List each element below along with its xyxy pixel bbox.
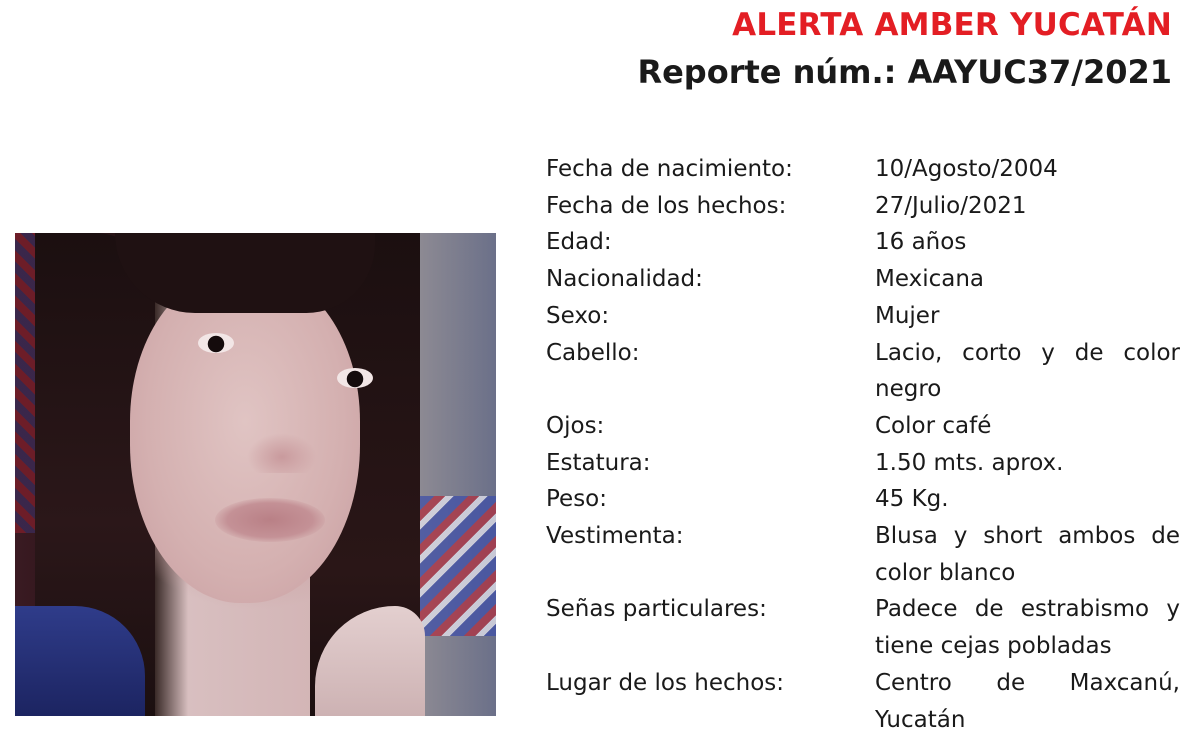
detail-value: 10/Agosto/2004	[875, 156, 1058, 182]
detail-value: Centro de Maxcanú, Yucatán	[875, 669, 1180, 733]
detail-label: Sexo:	[546, 302, 610, 329]
detail-label: Lugar de los hechos:	[546, 669, 785, 696]
detail-label: Vestimenta:	[546, 523, 684, 550]
detail-label: Estatura:	[546, 449, 651, 476]
detail-value: Blusa y short ambos de color blanco	[875, 523, 1180, 586]
report-number: Reporte núm.: AAYUC37/2021	[637, 53, 1172, 91]
photo-eye-left	[198, 333, 234, 353]
detail-label: Fecha de nacimiento:	[546, 156, 793, 182]
detail-row-weight	[546, 481, 1180, 518]
detail-row-clothing	[546, 518, 1180, 591]
detail-value: 1.50 mts. aprox.	[875, 449, 1064, 476]
detail-row-age	[546, 224, 1180, 261]
detail-row-birth-date	[546, 151, 1180, 188]
detail-row-incident-location	[546, 665, 1180, 738]
detail-value: Lacio, corto y de color negro	[875, 339, 1180, 403]
detail-value: 45 Kg.	[875, 486, 949, 513]
detail-row-distinguishing-marks	[546, 591, 1180, 664]
photo-nose	[247, 433, 317, 473]
photo-face	[130, 273, 360, 603]
detail-label: Peso:	[546, 486, 608, 513]
detail-row-height	[546, 445, 1180, 482]
detail-row-incident-date	[546, 188, 1180, 225]
detail-value: Mujer	[875, 302, 940, 329]
detail-value: 27/Julio/2021	[875, 192, 1027, 219]
detail-row-hair	[546, 335, 1180, 408]
detail-label: Nacionalidad:	[546, 266, 703, 293]
missing-person-photo	[15, 233, 496, 716]
photo-eye-right	[337, 368, 373, 388]
photo-lips	[215, 498, 325, 542]
detail-value: 16 años	[875, 229, 967, 256]
detail-row-eyes	[546, 408, 1180, 445]
photo-bangs	[115, 233, 375, 313]
alert-header	[637, 4, 1172, 98]
person-details	[546, 151, 1180, 738]
detail-label: Ojos:	[546, 412, 605, 439]
detail-label: Cabello:	[546, 339, 640, 366]
detail-value: Color café	[875, 412, 992, 439]
detail-value: Padece de estrabismo y tiene cejas pobladas	[875, 596, 1180, 660]
alert-title: ALERTA AMBER YUCATÁN	[732, 7, 1172, 43]
detail-label: Edad:	[546, 229, 612, 256]
detail-label: Fecha de los hechos:	[546, 192, 787, 219]
detail-row-nationality	[546, 261, 1180, 298]
detail-value: Mexicana	[875, 266, 985, 293]
detail-label: Señas particulares:	[546, 596, 767, 623]
detail-row-sex	[546, 298, 1180, 335]
